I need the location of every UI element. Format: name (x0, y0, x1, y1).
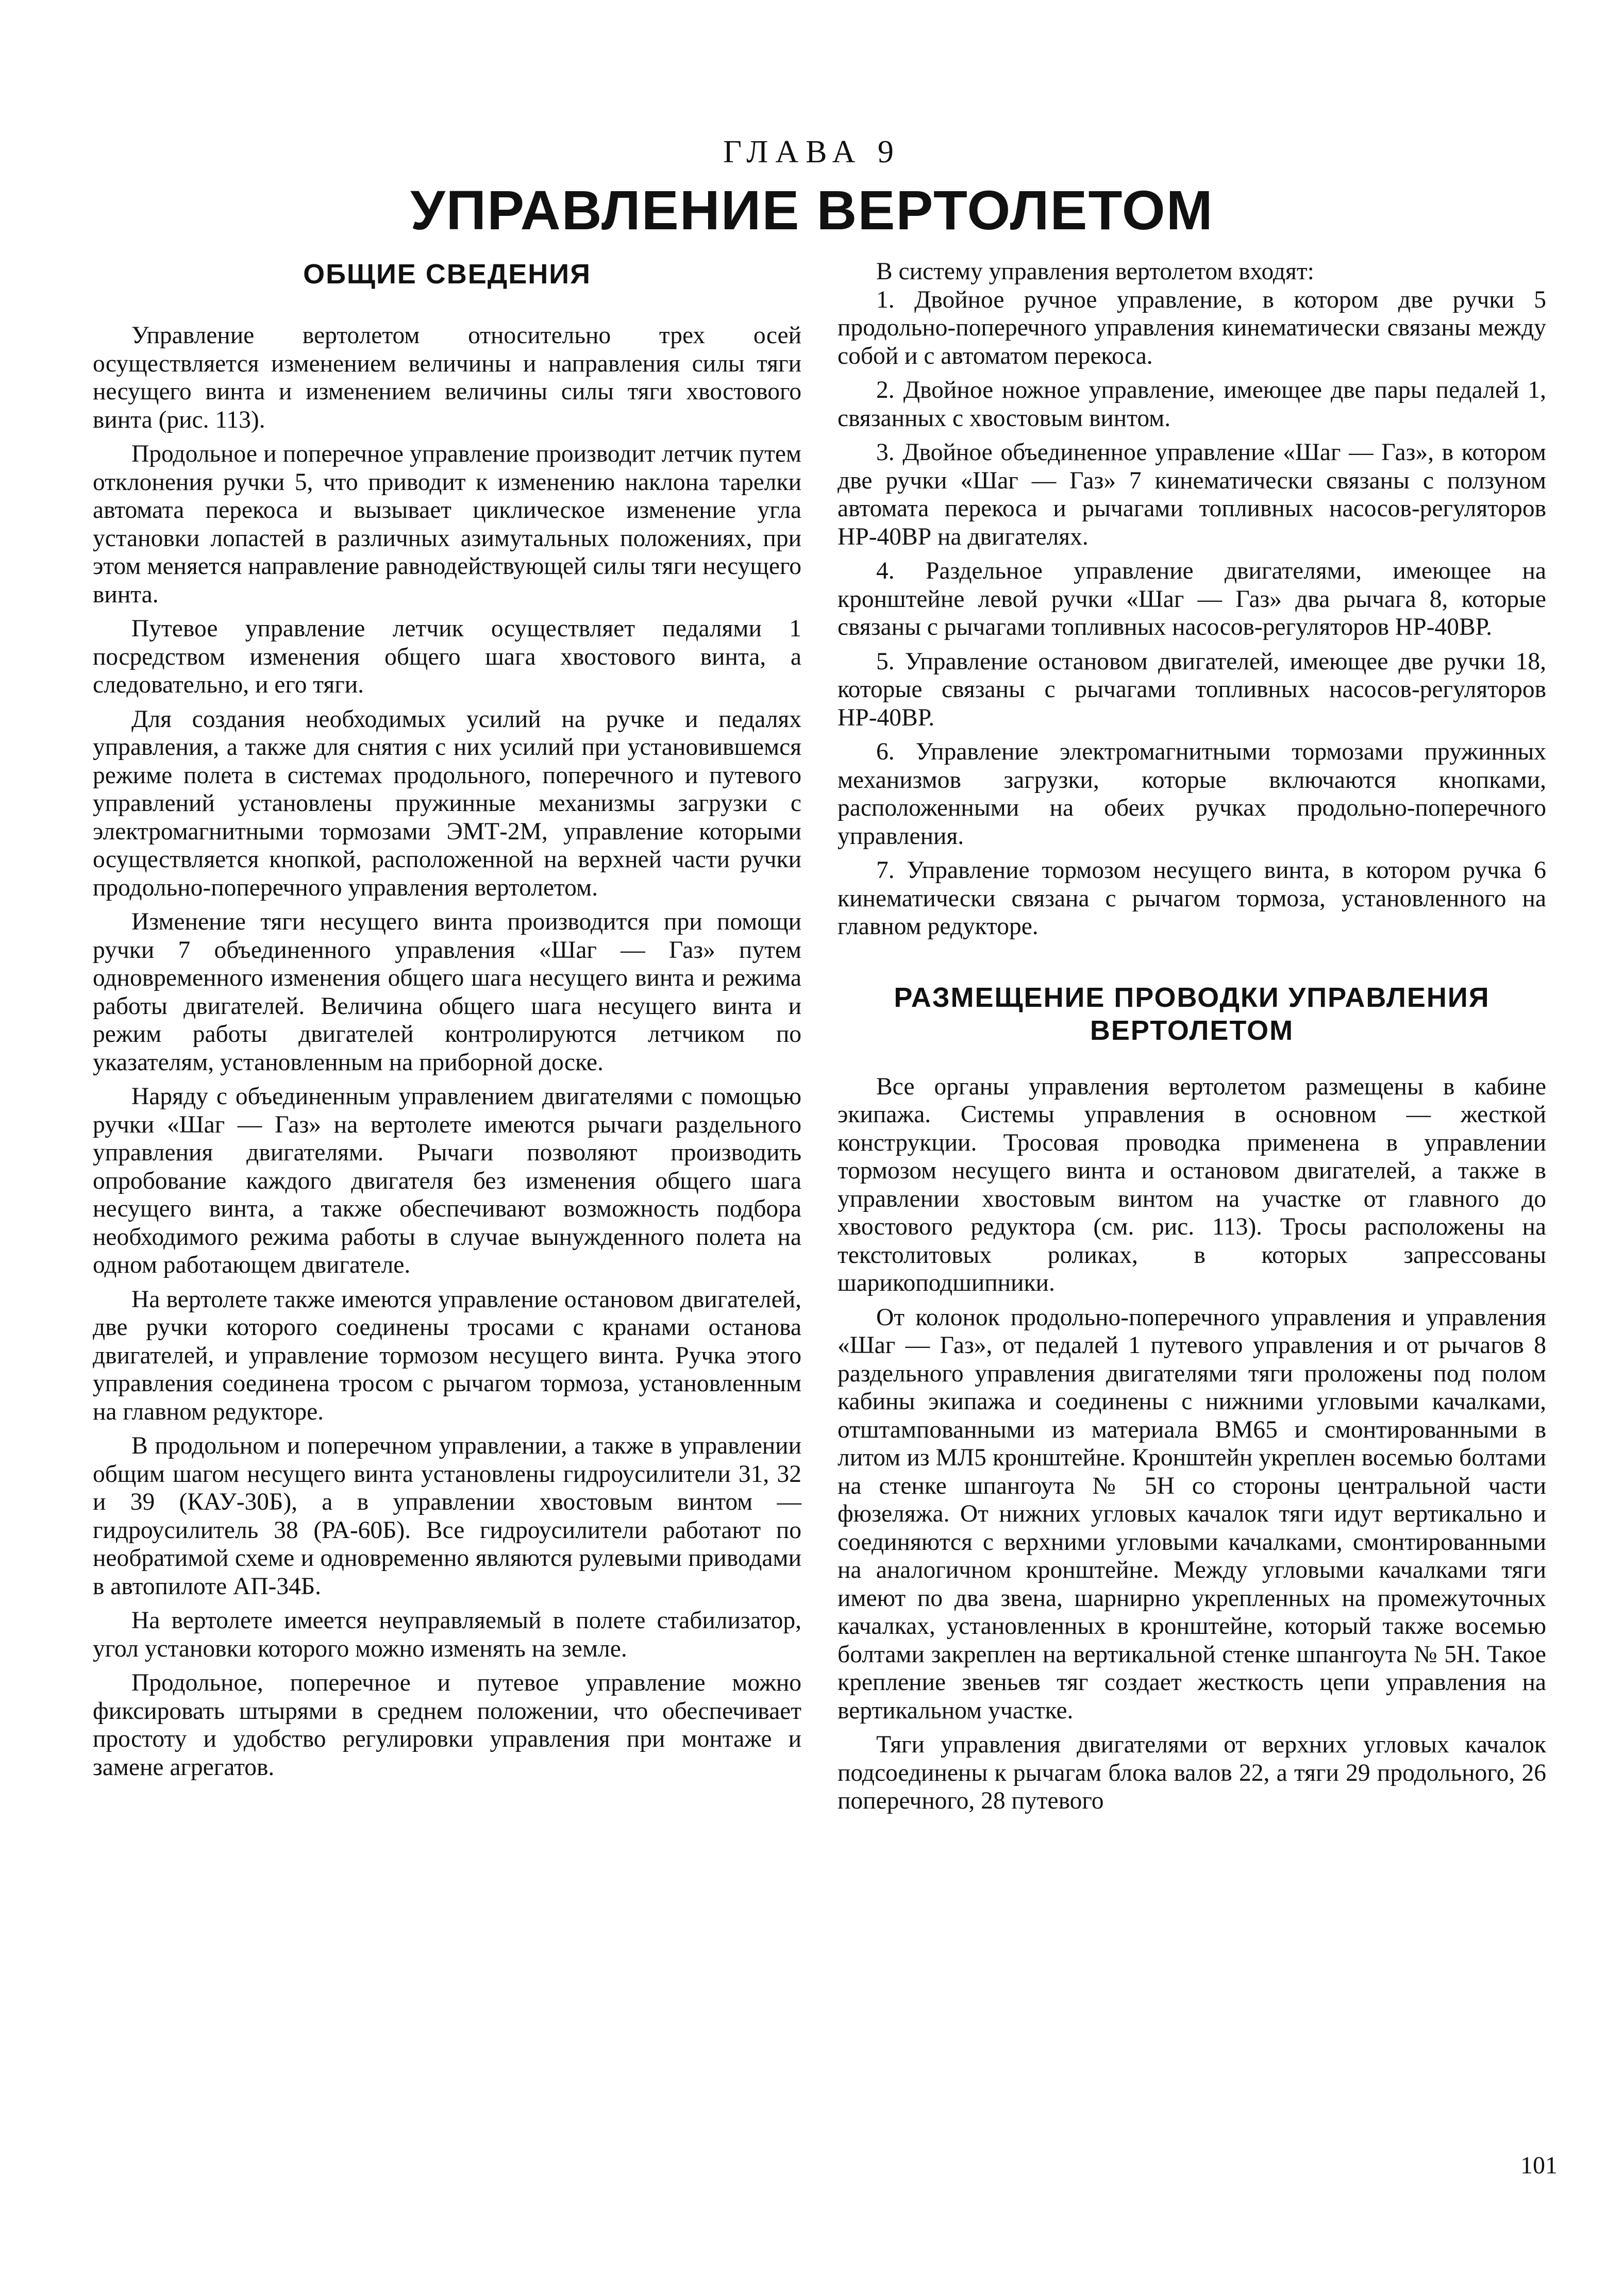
paragraph: Продольное, поперечное и путевое управление можно фиксировать штырями в среднем положении, что обеспечивает простоту и удобство регулировки управления при монтаже и замене агрегатов. (93, 1669, 801, 1781)
paragraph: От колонок продольно-поперечного управления и управления «Шаг — Газ», от педалей 1 путевого управления и от рычагов 8 раздельного управления двигателями тяги проложены под полом кабины экипажа и соединены с нижними угловыми качалками, отштампованными из материала ВМ65 и смонтированными в литом из МЛ5 кронштейне. Кронштейн укреплен восемью болтами на стенке шпангоута № 5Н со стороны центральной части фюзеляжа. От нижних угловых качалок тяги идут вертикально и соединяются с верхними угловыми качалками, смонтированными на аналогичном кронштейне. Между угловыми качалками тяги имеют по два звена, шарнирно укрепленных на промежуточных качалках, установленных в кронштейне, который также восемью болтами закреплен на вертикальной стенке шпангоута № 5Н. Такое крепление звеньев тяг создает жесткость цепи управления на вертикальном участке. (838, 1304, 1546, 1724)
paragraph: Тяги управления двигателями от верхних угловых качалок подсоединены к рычагам блока валов 22, а тяги 29 продольного, 26 поперечного, 28 путевого (838, 1731, 1546, 1814)
paragraph: Путевое управление летчик осуществляет педалями 1 посредством изменения общего шага хвостового винта, а следовательно, и его тяги. (93, 615, 801, 698)
paragraph: На вертолете имеется неуправляемый в полете стабилизатор, угол установки которого можно изменять на земле. (93, 1607, 801, 1662)
chapter-title: УПРАВЛЕНИЕ ВЕРТОЛЕТОМ (410, 179, 1214, 241)
list-item: 3. Двойное объединенное управление «Шаг — Газ», в котором две ручки «Шаг — Газ» 7 кинематически связаны с ползуном автомата перекоса и рычагами топливных насосов-регуляторов НР-40ВР на двигателях. (838, 439, 1546, 550)
list-item: 2. Двойное ножное управление, имеющее две пары педалей 1, связанных с хвостовым винтом. (838, 377, 1546, 432)
chapter-label: ГЛАВА 9 (723, 134, 901, 170)
left-column (93, 258, 801, 1781)
page-number: 101 (1520, 2152, 1558, 2179)
list-intro: В систему управления вертолетом входят: (876, 258, 1314, 285)
section-heading-general: ОБЩИЕ СВЕДЕНИЯ (303, 259, 591, 290)
paragraph: Наряду с объединенным управлением двигателями с помощью ручки «Шаг — Газ» на вертолете имеются рычаги раздельного управления двигателями. Рычаги позволяют производить опробование каждого двигателя без изменения общего шага несущего винта, а также обеспечивают возможность подбора необходимого режима работы в случае вынужденного полета на одном работающем двигателе. (93, 1083, 801, 1278)
paragraph: Управление вертолетом относительно трех осей осуществляется изменением величины и направления силы тяги несущего винта и изменением величины силы тяги хвостового винта (рис. 113). (93, 322, 801, 433)
right-column (838, 258, 1546, 1815)
section-heading-wiring: РАЗМЕЩЕНИЕ ПРОВОДКИ УПРАВЛЕНИЯ ВЕРТОЛЕТОМ (894, 982, 1490, 1046)
paragraph: Все органы управления вертолетом размещены в кабине экипажа. Системы управления в основном — жесткой конструкции. Тросовая проводка применена в управлении тормозом несущего винта и остановом двигателей, а также в управлении хвостовым винтом на участке от главного до хвостового редуктора (см. рис. 113). Тросы расположены на текстолитовых роликах, в которых запрессованы шарикоподшипники. (838, 1073, 1546, 1296)
list-item: 5. Управление остановом двигателей, имеющее две ручки 18, которые связаны с рычагами топливных насосов-регуляторов НР-40ВР. (838, 648, 1546, 731)
paragraph: Изменение тяги несущего винта производится при помощи ручки 7 объединенного управления «Шаг — Газ» путем одновременного изменения общего шага несущего винта и режима работы двигателей. Величина общего шага несущего винта и режим работы двигателей контролируются летчиком по указателям, установленным на приборной доске. (93, 908, 801, 1076)
paragraph: В продольном и поперечном управлении, а также в управлении общим шагом несущего винта установлены гидроусилители 31, 32 и 39 (КАУ-30Б), а в управлении хвостовым винтом — гидроусилитель 38 (РА-60Б). Все гидроусилители работают по необратимой схеме и одновременно являются рулевыми приводами в автопилоте АП-34Б. (93, 1432, 801, 1600)
list-item: 1. Двойное ручное управление, в котором две ручки 5 продольно-поперечного управления кинематически связаны между собой и с автоматом перекоса. (838, 286, 1546, 369)
paragraph: На вертолете также имеются управление остановом двигателей, две ручки которого соединены тросами с кранами останова двигателей, и управление тормозом несущего винта. Ручка этого управления соединена тросом с рычагом тормоза, установленным на главном редукторе. (93, 1286, 801, 1425)
list-item: 4. Раздельное управление двигателями, имеющее на кронштейне левой ручки «Шаг — Газ» два рычага 8, которые связаны с рычагами топливных насосов-регуляторов НР-40ВР. (838, 558, 1546, 640)
list-item: 7. Управление тормозом несущего винта, в котором ручка 6 кинематически связана с рычагом тормоза, установленного на главном редукторе. (838, 857, 1546, 940)
paragraph: Продольное и поперечное управление производит летчик путем отклонения ручки 5, что приводит к изменению наклона тарелки автомата перекоса и вызывает циклическое изменение угла установки лопастей в различных азимутальных положениях, при этом меняется направление равнодействующей силы тяги несущего винта. (93, 441, 801, 608)
paragraph: Для создания необходимых усилий на ручке и педалях управления, а также для снятия с них усилий при установившемся режиме полета в системах продольного, поперечного и путевого управлений установлены пружинные механизмы загрузки с электромагнитными тормозами ЭМТ-2М, управление которыми осуществляется кнопкой, расположенной на верхней части ручки продольно-поперечного управления вертолетом. (93, 705, 801, 901)
list-item: 6. Управление электромагнитными тормозами пружинных механизмов загрузки, которые включаются кнопками, расположенными на обеих ручках продольно-поперечного управления. (838, 738, 1546, 850)
